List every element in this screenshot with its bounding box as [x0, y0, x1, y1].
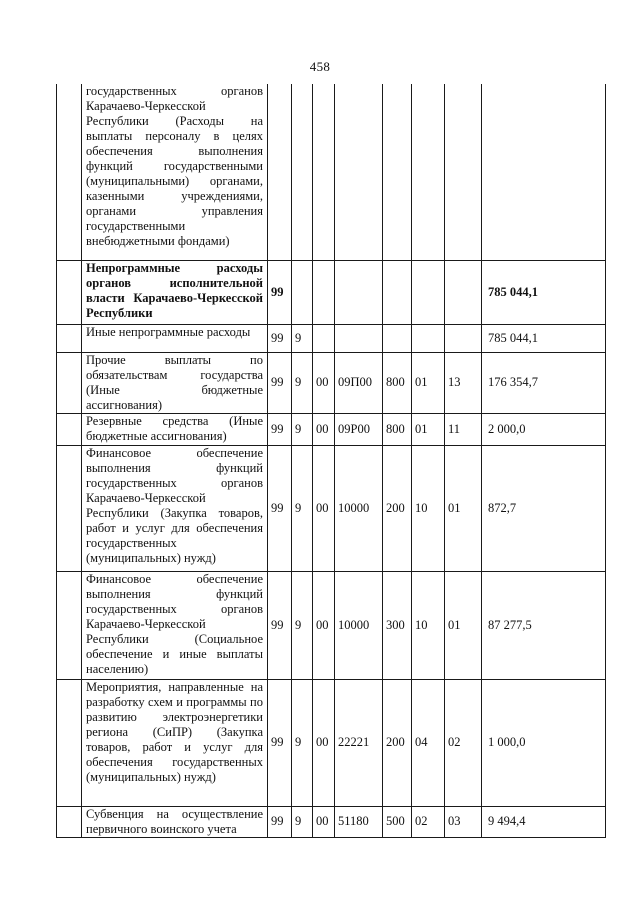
table-row	[57, 679, 606, 806]
row-index-cell	[57, 445, 82, 571]
code-cell-c3	[313, 84, 335, 260]
code-cell-c5: 300	[383, 571, 412, 679]
code-cell-c1: 99	[268, 413, 292, 445]
code-cell-c6: 10	[412, 445, 445, 571]
code-cell-c2: 9	[292, 571, 313, 679]
code-cell-c1	[268, 84, 292, 260]
code-cell-c2: 9	[292, 352, 313, 413]
code-cell-c6: 02	[412, 806, 445, 837]
code-cell-c2: 9	[292, 324, 313, 352]
code-cell-c1: 99	[268, 352, 292, 413]
row-name-cell: Субвенция на осуществление первичного воинского учета	[82, 806, 268, 837]
code-cell-c3: 00	[313, 571, 335, 679]
code-cell-c6	[412, 324, 445, 352]
code-cell-c7: 11	[445, 413, 482, 445]
row-index-cell	[57, 260, 82, 324]
table-row	[57, 84, 606, 260]
budget-table-wrapper	[56, 84, 605, 838]
code-cell-c7: 02	[445, 679, 482, 806]
code-cell-c5	[383, 84, 412, 260]
code-cell-c7: 03	[445, 806, 482, 837]
row-name-cell: Мероприятия, направленные на разработку схем и программы по развитию электроэнергетики региона (СиПР) (Закупка товаров, работ и услуг для обеспечения государственных (муниципальных) нужд)	[82, 679, 268, 806]
row-index-cell	[57, 352, 82, 413]
code-cell-c5	[383, 260, 412, 324]
code-cell-c3: 00	[313, 445, 335, 571]
code-cell-c4: 09Р00	[335, 413, 383, 445]
code-cell-c6	[412, 260, 445, 324]
row-index-cell	[57, 413, 82, 445]
code-cell-c7: 13	[445, 352, 482, 413]
code-cell-c4	[335, 84, 383, 260]
code-cell-c3: 00	[313, 806, 335, 837]
table-row	[57, 806, 606, 837]
code-cell-c5: 200	[383, 445, 412, 571]
amount-cell: 872,7	[482, 445, 606, 571]
amount-cell: 176 354,7	[482, 352, 606, 413]
row-name-cell: Иные непрограммные расходы	[82, 324, 268, 352]
code-cell-c1: 99	[268, 806, 292, 837]
code-cell-c1: 99	[268, 445, 292, 571]
row-name-cell: Непрограммные расходы органов исполнительной власти Карачаево-Черкесской Республики	[82, 260, 268, 324]
code-cell-c1: 99	[268, 324, 292, 352]
table-row	[57, 324, 606, 352]
code-cell-c7	[445, 260, 482, 324]
code-cell-c4	[335, 324, 383, 352]
code-cell-c3: 00	[313, 352, 335, 413]
row-index-cell	[57, 679, 82, 806]
code-cell-c6: 04	[412, 679, 445, 806]
code-cell-c4: 51180	[335, 806, 383, 837]
code-cell-c2: 9	[292, 445, 313, 571]
code-cell-c7: 01	[445, 445, 482, 571]
code-cell-c4: 10000	[335, 445, 383, 571]
code-cell-c5: 500	[383, 806, 412, 837]
table-row	[57, 445, 606, 571]
row-index-cell	[57, 571, 82, 679]
table-row	[57, 352, 606, 413]
code-cell-c4: 10000	[335, 571, 383, 679]
code-cell-c5: 800	[383, 413, 412, 445]
code-cell-c2: 9	[292, 806, 313, 837]
code-cell-c7	[445, 324, 482, 352]
amount-cell	[482, 84, 606, 260]
code-cell-c1: 99	[268, 260, 292, 324]
row-index-cell	[57, 806, 82, 837]
row-name-cell: государственных органов Карачаево-Черкесской Республики (Расходы на выплаты персоналу в целях обеспечения выполнения функций государственными (муниципальными) органами, казенными учреждениями, органами управления государственными внебюджетными фондами)	[82, 84, 268, 260]
code-cell-c5: 200	[383, 679, 412, 806]
code-cell-c4: 09П00	[335, 352, 383, 413]
table-row	[57, 413, 606, 445]
row-name-cell: Резервные средства (Иные бюджетные ассигнования)	[82, 413, 268, 445]
code-cell-c4	[335, 260, 383, 324]
code-cell-c6: 01	[412, 413, 445, 445]
amount-cell: 785 044,1	[482, 324, 606, 352]
amount-cell: 9 494,4	[482, 806, 606, 837]
code-cell-c6: 01	[412, 352, 445, 413]
page-number: 458	[309, 59, 331, 74]
code-cell-c2	[292, 260, 313, 324]
row-index-cell	[57, 324, 82, 352]
code-cell-c6: 10	[412, 571, 445, 679]
row-name-cell: Финансовое обеспечение выполнения функций государственных органов Карачаево-Черкесской Республики (Закупка товаров, работ и услуг для обеспечения государственных (муниципальных) нужд)	[82, 445, 268, 571]
amount-cell: 87 277,5	[482, 571, 606, 679]
budget-table	[56, 84, 606, 838]
code-cell-c3: 00	[313, 413, 335, 445]
table-row	[57, 571, 606, 679]
code-cell-c7: 01	[445, 571, 482, 679]
amount-cell: 1 000,0	[482, 679, 606, 806]
code-cell-c2: 9	[292, 679, 313, 806]
code-cell-c4: 22221	[335, 679, 383, 806]
row-name-cell: Финансовое обеспечение выполнения функций государственных органов Карачаево-Черкесской Республики (Социальное обеспечение и иные выплаты населению)	[82, 571, 268, 679]
code-cell-c1: 99	[268, 679, 292, 806]
row-index-cell	[57, 84, 82, 260]
table-row	[57, 260, 606, 324]
code-cell-c6	[412, 84, 445, 260]
code-cell-c5: 800	[383, 352, 412, 413]
code-cell-c7	[445, 84, 482, 260]
code-cell-c1: 99	[268, 571, 292, 679]
code-cell-c2: 9	[292, 413, 313, 445]
code-cell-c3	[313, 324, 335, 352]
amount-cell: 2 000,0	[482, 413, 606, 445]
code-cell-c3	[313, 260, 335, 324]
code-cell-c2	[292, 84, 313, 260]
row-name-cell: Прочие выплаты по обязательствам государства (Иные бюджетные ассигнования)	[82, 352, 268, 413]
code-cell-c5	[383, 324, 412, 352]
table-body	[57, 84, 606, 837]
code-cell-c3: 00	[313, 679, 335, 806]
amount-cell: 785 044,1	[482, 260, 606, 324]
